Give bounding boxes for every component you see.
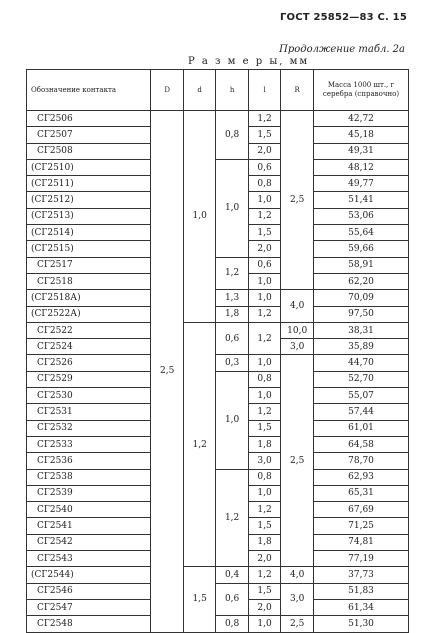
dim-h-cell: 0,6	[216, 583, 248, 616]
dim-l-cell: 0,6	[248, 257, 280, 273]
dim-l-cell: 3,0	[248, 453, 280, 469]
mass-value: 97,50	[314, 306, 409, 322]
table-row	[27, 290, 409, 306]
contact-code: (СГ2544)	[27, 567, 151, 583]
mass-value: 55,07	[314, 388, 409, 404]
dim-l-cell: 1,2	[248, 404, 280, 420]
mass-value: 53,06	[314, 208, 409, 224]
dim-l-cell: 1,0	[248, 192, 280, 208]
contact-code: СГ2529	[27, 371, 151, 387]
contact-code: СГ2532	[27, 420, 151, 436]
dim-l-cell: 2,0	[248, 599, 280, 615]
dim-d-cell: 1,5	[183, 567, 215, 632]
mass-value: 55,64	[314, 225, 409, 241]
dim-l-cell: 1,2	[248, 111, 280, 127]
contact-code: (СГ2515)	[27, 241, 151, 257]
mass-value: 35,89	[314, 339, 409, 355]
contact-code: СГ2548	[27, 616, 151, 632]
dim-h-cell: 0,8	[216, 616, 248, 632]
contact-code: СГ2540	[27, 502, 151, 518]
dim-l-cell: 1,5	[248, 225, 280, 241]
dim-r-cell: 4,0	[281, 290, 314, 323]
dim-r-cell: 4,0	[281, 567, 314, 583]
dim-l-cell: 1,5	[248, 127, 280, 143]
dim-h-cell: 0,3	[216, 355, 248, 371]
dim-l-cell: 1,2	[248, 502, 280, 518]
contact-code: СГ2524	[27, 339, 151, 355]
contact-code: СГ2546	[27, 583, 151, 599]
col-h-header: h	[216, 70, 248, 111]
table-row	[27, 159, 409, 175]
col-code-header: Обозначение контакта	[27, 70, 151, 111]
mass-value: 52,70	[314, 371, 409, 387]
dim-h-cell: 1,0	[216, 159, 248, 257]
contact-code: СГ2517	[27, 257, 151, 273]
dim-l-cell: 1,0	[248, 355, 280, 371]
mass-value: 71,25	[314, 518, 409, 534]
table-continuation-label: Продолжение табл. 2а	[279, 44, 405, 55]
table-row	[27, 111, 409, 127]
dim-l-cell: 1,5	[248, 583, 280, 599]
contact-code: СГ2531	[27, 404, 151, 420]
contact-code: СГ2506	[27, 111, 151, 127]
contact-code: (СГ2522А)	[27, 306, 151, 322]
dim-l-cell: 1,2	[248, 567, 280, 583]
contact-code: СГ2539	[27, 485, 151, 501]
mass-value: 64,58	[314, 436, 409, 452]
dim-l-cell: 1,5	[248, 420, 280, 436]
dim-d-cell: 1,2	[183, 322, 215, 566]
mass-value: 67,69	[314, 502, 409, 518]
dim-h-cell: 1,3	[216, 290, 248, 306]
mass-value: 49,77	[314, 176, 409, 192]
mass-value: 62,20	[314, 273, 409, 289]
table-row	[27, 257, 409, 273]
dim-d-cell: 2,5	[151, 111, 183, 633]
mass-value: 51,41	[314, 192, 409, 208]
mass-value: 74,81	[314, 534, 409, 550]
mass-value: 51,30	[314, 616, 409, 632]
mass-value: 62,93	[314, 469, 409, 485]
dim-l-cell: 1,8	[248, 436, 280, 452]
dim-l-cell: 1,0	[248, 388, 280, 404]
mass-value: 48,12	[314, 159, 409, 175]
contact-code: СГ2522	[27, 322, 151, 338]
col-mass-header: Масса 1000 шт., г серебра (справочно)	[314, 70, 409, 111]
contact-code: (СГ2511)	[27, 176, 151, 192]
dim-h-cell: 0,4	[216, 567, 248, 583]
mass-value: 59,66	[314, 241, 409, 257]
dim-h-cell: 1,0	[216, 371, 248, 469]
dim-l-cell: 1,8	[248, 534, 280, 550]
dim-h-cell: 1,2	[216, 257, 248, 290]
page-header: ГОСТ 25852—83 С. 15	[279, 12, 407, 23]
mass-value: 37,73	[314, 567, 409, 583]
dim-r-cell: 3,0	[281, 583, 314, 616]
dim-l-cell: 0,8	[248, 176, 280, 192]
table-row	[27, 371, 409, 387]
mass-value: 77,19	[314, 551, 409, 567]
dim-l-cell: 0,6	[248, 159, 280, 175]
mass-value: 51,83	[314, 583, 409, 599]
contact-code: СГ2533	[27, 436, 151, 452]
dim-l-cell: 2,0	[248, 241, 280, 257]
dim-r-cell: 2,5	[281, 355, 314, 567]
table-row	[27, 306, 409, 322]
dim-l-cell: 2,0	[248, 143, 280, 159]
dim-l-cell: 0,8	[248, 469, 280, 485]
dim-l-cell: 1,0	[248, 273, 280, 289]
table-row	[27, 616, 409, 632]
contact-code: СГ2536	[27, 453, 151, 469]
dim-l-cell: 1,0	[248, 616, 280, 632]
contact-code: (СГ2510)	[27, 159, 151, 175]
dim-l-cell: 2,0	[248, 551, 280, 567]
col-l-header: l	[248, 70, 280, 111]
dim-l-cell: 1,5	[248, 518, 280, 534]
contact-code: СГ2508	[27, 143, 151, 159]
col-R-header: R	[281, 70, 314, 111]
mass-value: 58,91	[314, 257, 409, 273]
contact-code: (СГ2512)	[27, 192, 151, 208]
mass-value: 61,01	[314, 420, 409, 436]
contact-code: СГ2538	[27, 469, 151, 485]
mass-value: 78,70	[314, 453, 409, 469]
dim-h-cell: 1,8	[216, 306, 248, 322]
table-row	[27, 469, 409, 485]
dim-l-cell: 1,0	[248, 485, 280, 501]
contact-code: СГ2526	[27, 355, 151, 371]
mass-value: 38,31	[314, 322, 409, 338]
dim-r-cell: 2,5	[281, 111, 314, 290]
dim-r-cell: 2,5	[281, 616, 314, 632]
table-header-row	[27, 70, 409, 111]
dim-h-cell: 0,8	[216, 111, 248, 160]
contact-code: СГ2530	[27, 388, 151, 404]
dim-r-cell: 10,0	[281, 322, 314, 338]
mass-value: 61,34	[314, 599, 409, 615]
table-row	[27, 322, 409, 338]
dim-l-cell: 0,8	[248, 371, 280, 387]
mass-value: 45,18	[314, 127, 409, 143]
mass-value: 65,31	[314, 485, 409, 501]
dim-h-cell: 0,6	[216, 322, 248, 355]
contact-code: СГ2541	[27, 518, 151, 534]
contact-code: СГ2542	[27, 534, 151, 550]
table-row	[27, 583, 409, 599]
contact-code: (СГ2518А)	[27, 290, 151, 306]
dim-d-cell: 1,0	[183, 111, 215, 323]
col-d-header: d	[183, 70, 215, 111]
contacts-table	[26, 69, 409, 633]
contact-code: СГ2547	[27, 599, 151, 615]
contact-code: (СГ2514)	[27, 225, 151, 241]
dim-l-cell: 1,2	[248, 322, 280, 355]
dim-h-cell: 1,2	[216, 469, 248, 567]
table-row	[27, 355, 409, 371]
dim-l-cell: 1,0	[248, 290, 280, 306]
mass-value: 42,72	[314, 111, 409, 127]
dim-r-cell: 3,0	[281, 339, 314, 355]
mass-value: 70,09	[314, 290, 409, 306]
contact-code: СГ2507	[27, 127, 151, 143]
mass-value: 44,70	[314, 355, 409, 371]
mass-value: 49,31	[314, 143, 409, 159]
mass-value: 57,44	[314, 404, 409, 420]
col-D-header: D	[151, 70, 183, 111]
contact-code: СГ2518	[27, 273, 151, 289]
dim-l-cell: 1,2	[248, 306, 280, 322]
table-row	[27, 567, 409, 583]
contact-code: (СГ2513)	[27, 208, 151, 224]
contact-code: СГ2543	[27, 551, 151, 567]
dim-l-cell: 1,2	[248, 208, 280, 224]
sizes-label: Р а з м е р ы, мм	[188, 56, 310, 67]
